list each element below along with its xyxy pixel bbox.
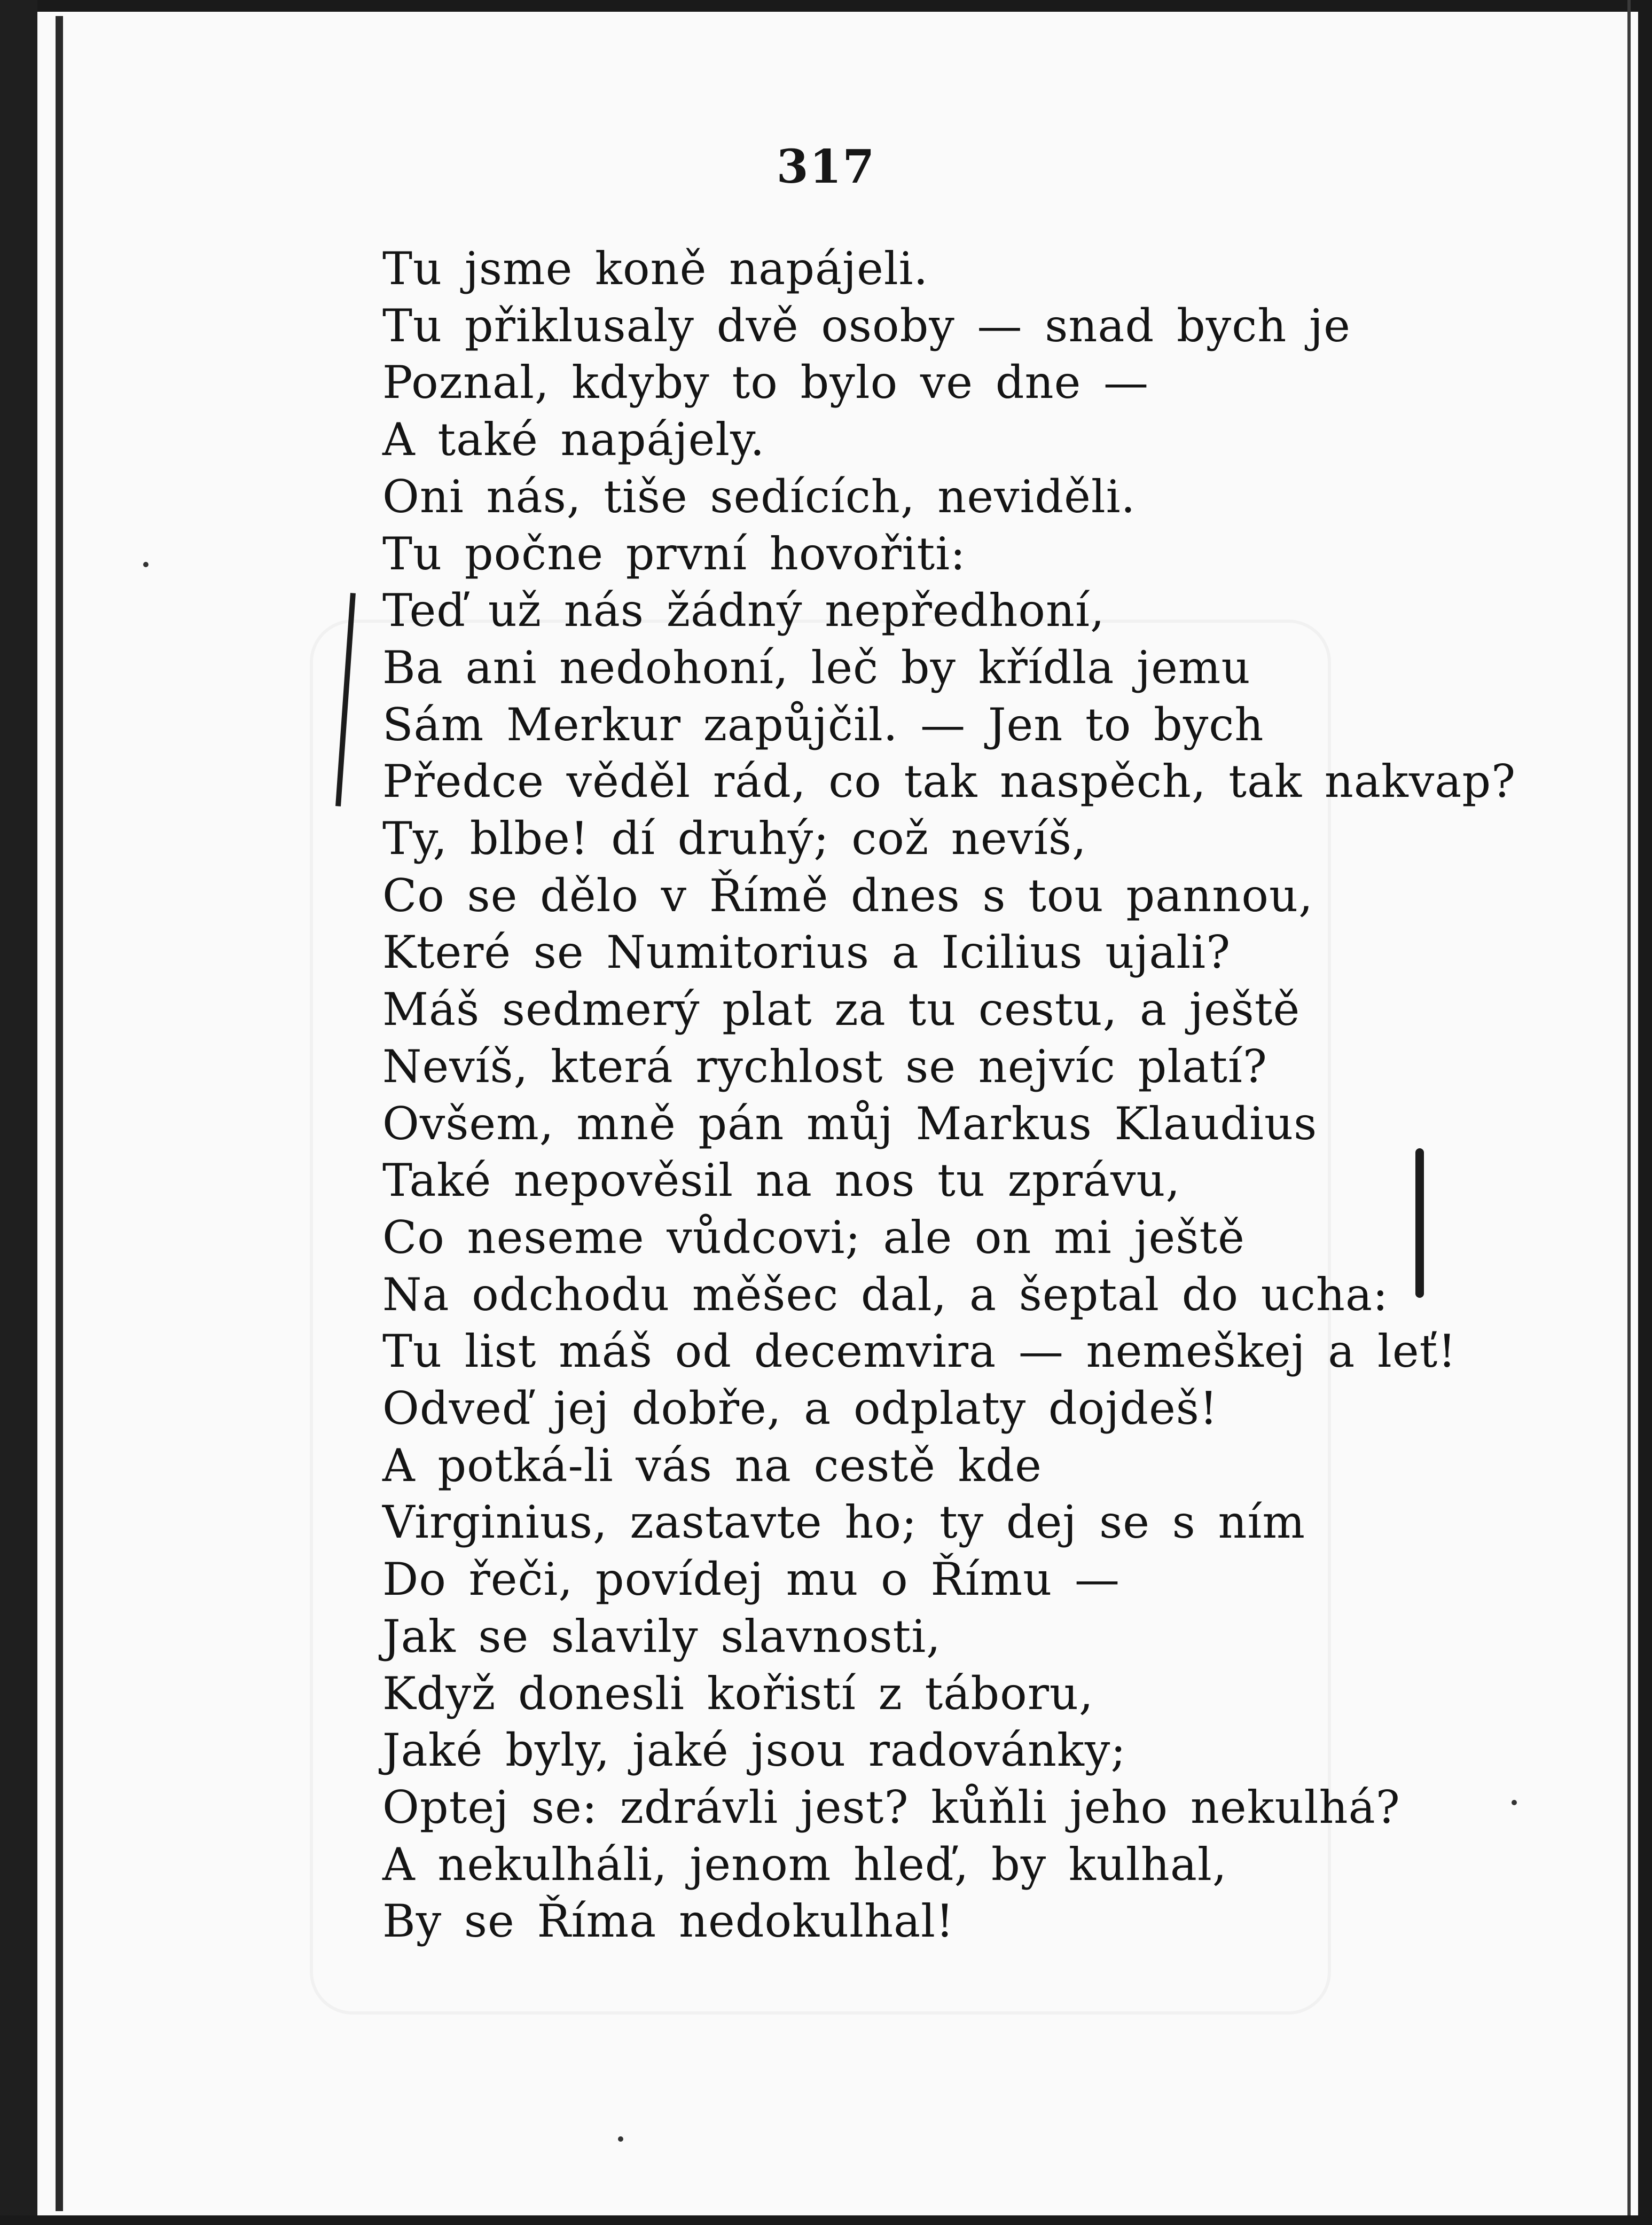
poem-line: Oni nás, tiše sedících, neviděli.: [382, 470, 1136, 523]
poem-line: Na odchodu měšec dal, a šeptal do ucha:: [382, 1268, 1389, 1321]
poem-line: Optej se: zdrávli jest? kůňli jeho nekulhá?: [382, 1781, 1400, 1834]
poem-line: Nevíš, která rychlost se nejvíc platí?: [382, 1040, 1267, 1093]
poem-line: Tu list máš od decemvira — nemeškej a leť!: [382, 1325, 1457, 1378]
poem-text: [382, 240, 1611, 1950]
poem-line: Co se dělo v Římě dnes s tou pannou,: [382, 869, 1313, 922]
poem-line: Které se Numitorius a Icilius ujali?: [382, 926, 1231, 979]
scan-border-left-inner: [56, 16, 63, 2211]
scan-border-bottom: [0, 2215, 1652, 2225]
poem-line: Když donesli kořistí z táboru,: [382, 1667, 1094, 1720]
speck: [618, 2136, 623, 2142]
poem-line: Sám Merkur zapůjčil. — Jen to bych: [382, 698, 1264, 751]
poem-line: Tu přiklusaly dvě osoby — snad bych je: [382, 299, 1351, 352]
poem-line: Ty, blbe! dí druhý; což nevíš,: [382, 812, 1087, 865]
poem-line: Máš sedmerý plat za tu cestu, a ještě: [382, 983, 1301, 1036]
scan-border-right-inner: [1627, 0, 1631, 2225]
poem-line: Do řeči, povídej mu o Římu —: [382, 1553, 1120, 1606]
poem-line: Odveď jej dobře, a odplaty dojdeš!: [382, 1382, 1218, 1435]
poem-line: By se Říma nedokulhal!: [382, 1895, 954, 1948]
poem-line: Poznal, kdyby to bylo ve dne —: [382, 356, 1149, 409]
poem-line: Ovšem, mně pán můj Markus Klaudius: [382, 1097, 1318, 1150]
poem-line: A potká-li vás na cestě kde: [382, 1439, 1042, 1492]
scan-border-left: [0, 0, 37, 2225]
poem-line: Ba ani nedohoní, leč by křídla jemu: [382, 641, 1251, 694]
page-number: 317: [776, 140, 876, 194]
poem-line: Také nepověsil na nos tu zprávu,: [382, 1154, 1181, 1207]
speck: [1512, 1800, 1517, 1805]
poem-line: Co neseme vůdcovi; ale on mi ještě: [382, 1211, 1245, 1264]
margin-ink-mark: [1415, 1148, 1424, 1298]
scan-border-top: [0, 0, 1652, 12]
poem-line: A také napájely.: [382, 413, 765, 466]
poem-line: Předce věděl rád, co tak naspěch, tak nakvap?: [382, 755, 1516, 808]
scan-border-right: [1638, 0, 1652, 2225]
poem-line: Teď už nás žádný nepředhoní,: [382, 584, 1105, 637]
poem-line: Tu počne první hovořiti:: [382, 527, 966, 580]
poem-line: Jaké byly, jaké jsou radovánky;: [382, 1724, 1126, 1777]
poem-line: Jak se slavily slavnosti,: [382, 1610, 941, 1663]
poem-line: Tu jsme koně napájeli.: [382, 242, 929, 295]
speck: [143, 562, 148, 567]
poem-line: Virginius, zastavte ho; ty dej se s ním: [382, 1496, 1306, 1549]
poem-line: A nekulháli, jenom hleď, by kulhal,: [382, 1838, 1227, 1891]
